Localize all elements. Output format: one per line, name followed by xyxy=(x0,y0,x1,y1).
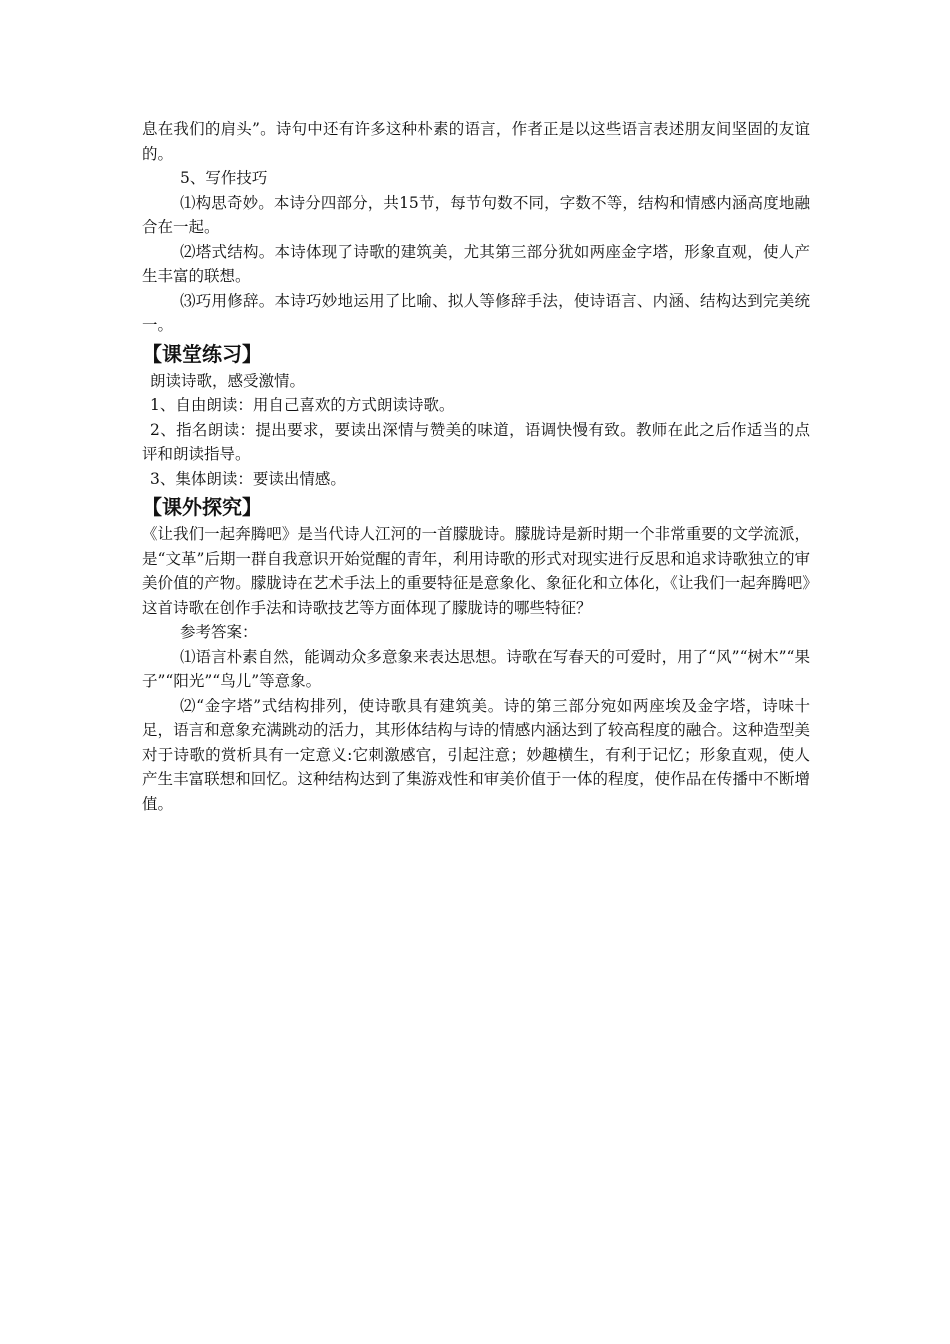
classroom-practice-title: 【课堂练习】 xyxy=(142,341,262,366)
practice-line: 1、自由朗读：用自己喜欢的方式朗读诗歌。 xyxy=(150,396,455,414)
writing-skill-item: ⑶巧用修辞。本诗巧妙地运用了比喻、拟人等修辞手法，使诗语言、内涵、结构达到完美统一。 xyxy=(142,291,810,334)
extracurricular-title: 【课外探究】 xyxy=(142,495,262,519)
writing-skills-heading: 5、写作技巧 xyxy=(180,169,268,187)
writing-skill-item: ⑵塔式结构。本诗体现了诗歌的建筑美，尤其第三部分犹如两座金字塔，形象直观，使人产生丰富的联想。 xyxy=(142,242,810,285)
answer-item: ⑵“金字塔”式结构排列，使诗歌具有建筑美。诗的第三部分宛如两座埃及金字塔，诗味十足，语言和意象充满跳动的活力，其形体结构与诗的情感内涵达到了较高程度的融合。这种造型美对于诗歌的赏析具有一定意义:它刺激感官，引起注意；妙趣横生，有利于记忆；形象直观，使人产生丰富联想和回忆。这种结构达到了集游戏性和审美价值于一体的程度，使作品在传播中不断增值。 xyxy=(142,696,810,813)
answer-item: ⑴语言朴素自然，能调动众多意象来表达思想。诗歌在写春天的可爱时，用了“风”“树木”“果子”“阳光”“鸟儿”等意象。 xyxy=(142,647,810,690)
continuation-paragraph: 息在我们的肩头”。诗句中还有许多这种朴素的语言，作者正是以这些语言表述朋友间坚固的友谊的。 xyxy=(142,120,810,163)
document-page xyxy=(142,117,810,816)
writing-skill-item: ⑴构思奇妙。本诗分四部分，共15节，每节句数不同，字数不等，结构和情感内涵高度地融合在一起。 xyxy=(142,193,810,236)
practice-line: 3、集体朗读：要读出情感。 xyxy=(150,469,346,488)
practice-line: 2、指名朗读：提出要求，要读出深情与赞美的味道，语调快慢有致。教师在此之后作适当的点评和朗读指导。 xyxy=(142,420,810,463)
extracurricular-question: 《让我们一起奔腾吧》是当代诗人江河的一首朦胧诗。朦胧诗是新时期一个非常重要的文学流派，是“文革”后期一群自我意识开始觉醒的青年，利用诗歌的形式对现实进行反思和追求诗歌独立的审美价值的产物。朦胧诗在艺术手法上的重要特征是意象化、象征化和立体化，《让我们一起奔腾吧》这首诗歌在创作手法和诗歌技艺等方面体现了朦胧诗的哪些特征？ xyxy=(142,525,810,617)
answer-label: 参考答案： xyxy=(180,623,258,641)
practice-line: 朗读诗歌，感受激情。 xyxy=(150,371,306,390)
